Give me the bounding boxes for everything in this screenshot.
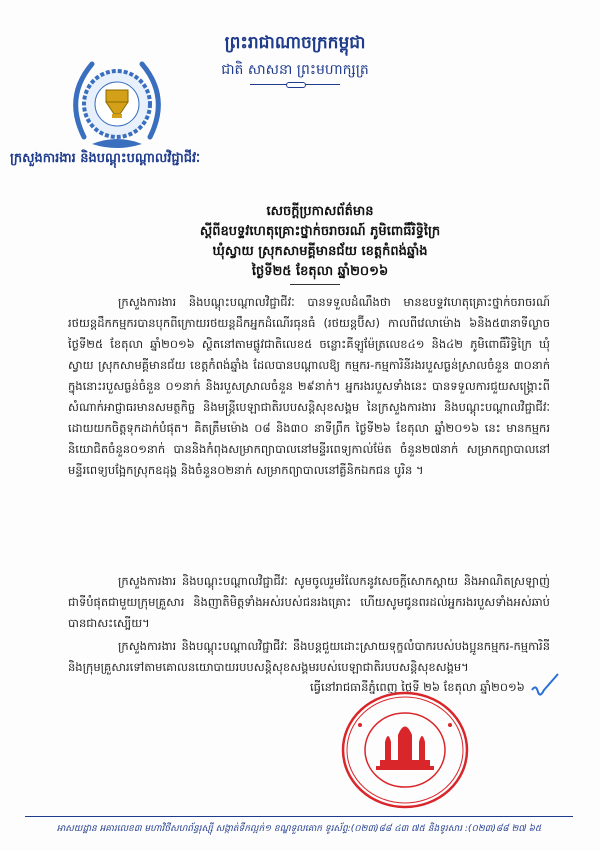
footer-address: អាសយដ្ឋាន អគារលេខ៣ មហាវិថីសហព័ន្ធរុស្ស៊ី សង្កាត់ទឹកល្អក់១ ខណ្ឌទួលគោក ទូរស័ព្ទ:(០២៣)៨៨ ៤៣ ៧៥ និងទូរសារ :(០២៣)៨៨ ២៧ ៦៥ — [56, 824, 542, 834]
document-subtitle: ស្តីពីឧបទ្ទវហេតុគ្រោះថ្នាក់ចរាចរណ៍ ភូមិពោធិ៍រិទ្ធិក្រៃ — [199, 224, 441, 239]
paragraph-condolence: ក្រសួងការងារ និងបណ្តុះបណ្តាលវិជ្ជាជីវៈ សូមចូលរួមរំលែកនូវសេចក្តីសោកស្តាយ និងអាណិតស្រឡាញ់ជាទីបំផុតជាមួយក្រុមគ្រួសារ និងញាតិមិត្តទាំងអស់របស់ជនរងគ្រោះ ហើយសូមជូនពរដល់អ្នករងរបួសទាំងអស់ឆាប់បានជាសះស្បើយ។ — [68, 574, 550, 630]
kingdom-heading: ព្រះរាជាណាចក្រកម្ពុជា — [224, 33, 366, 53]
title-divider — [290, 284, 340, 285]
dateline: ធ្វើនៅរាជធានីភ្នំពេញ ថ្ងៃទី ២៦ ខែតុលា ឆ្នាំ២០១៦ — [310, 680, 525, 694]
ornament-divider — [250, 84, 340, 85]
document-location: ឃុំស្វាយ ស្រុកសាមគ្គីមានជ័យ ខេត្តកំពង់ឆ្នាំង — [212, 244, 428, 259]
document-title: សេចក្តីប្រកាសព័ត៌មាន — [266, 204, 374, 219]
ministry-name: ក្រសួងការងារ និងបណ្តុះបណ្តាលវិជ្ជាជីវៈ — [10, 151, 201, 166]
official-seal — [340, 690, 470, 810]
paragraph-incident: ក្រសួងការងារ និងបណ្តុះបណ្តាលវិជ្ជាជីវៈ បានទទួលដំណឹងថា មានឧបទ្ទវហេតុគ្រោះថ្នាក់ចរាចរណ៍ រថយន្តដឹកកម្មករបានបុកពីក្រោយរថយន្តដឹកអ្នកដំណើរធុនធំ (រថយន្តប៊ីស) កាលពីវេលាម៉ោង ៦និង៥៣នាទីល្ងាច ថ្ងៃទី២៥ ខែតុលា ឆ្នាំ២០១៦ ស្ថិតនៅតាមផ្លូវជាតិលេខ៥ ចន្លោះគីឡូម៉ែត្រលេខ៤១ និង៤២ ភូមិពោធិ៍រិទ្ធិក្រៃ ឃុំស្វាយ ស្រុកសាមគ្គីមានជ័យ ខេត្តកំពង់ឆ្នាំង ដែលបានបណ្តាលឱ្យ កម្មករ-កម្មការិនីរងរបួសធ្ងន់ស្រាលចំនួន ៣០នាក់ ក្នុងនោះរបួសធ្ងន់ចំនួន ០១នាក់ និងរបួសស្រាលចំនួន ២៩នាក់។ អ្នករងរបួសទាំងនេះ បានទទួលការជួយសង្គ្រោះពីសំណាក់អាជ្ញាធរមានសមត្ថកិច្ច និងមន្ត្រីបេឡាជាតិរបបសន្តិសុខសង្គម នៃក្រសួងការងារ និងបណ្តុះបណ្តាលវិជ្ជាជីវៈ ដោយយកចិត្តទុកដាក់បំផុត។ គិតត្រឹមម៉ោង ០៨ និង៣០ នាទីព្រឹក ថ្ងៃទី២៦ ខែតុលា ឆ្នាំ២០១៦ នេះ មានកម្មករនិយោជិតចំនួន០១នាក់ បាននិងកំពុងសម្រាកព្យាបាលនៅមន្ទីរពេទ្យកាល់ម៉ែត ចំនួន២៧នាក់ សម្រាកព្យាបាលនៅមន្ទីរពេទ្យបង្អែកស្រុកឧដុង្គ និងចំនួន០២នាក់ សម្រាកព្យាបាលនៅគ្លីនិកឯកជន បូរិន ។ — [68, 295, 550, 477]
ministry-logo — [62, 52, 172, 162]
document-date: ថ្ងៃទី២៥ ខែតុលា ឆ្នាំ២០១៦ — [251, 264, 389, 279]
national-motto: ជាតិ សាសនា ព្រះមហាក្សត្រ — [221, 62, 369, 78]
signature-mark-icon — [528, 670, 560, 702]
paragraph-support: ក្រសួងការងារ និងបណ្តុះបណ្តាលវិជ្ជាជីវៈ នឹងបន្តជួយដោះស្រាយទុក្ខលំបាករបស់បងប្អូនកម្មករ-កម្មការិនី និងក្រុមគ្រួសារទៅតាមគោលនយោបាយរបបសន្តិសុខសង្គមរបស់បេឡាជាតិរបបសន្តិសុខសង្គម។ — [68, 639, 550, 674]
footer-divider — [25, 816, 573, 817]
